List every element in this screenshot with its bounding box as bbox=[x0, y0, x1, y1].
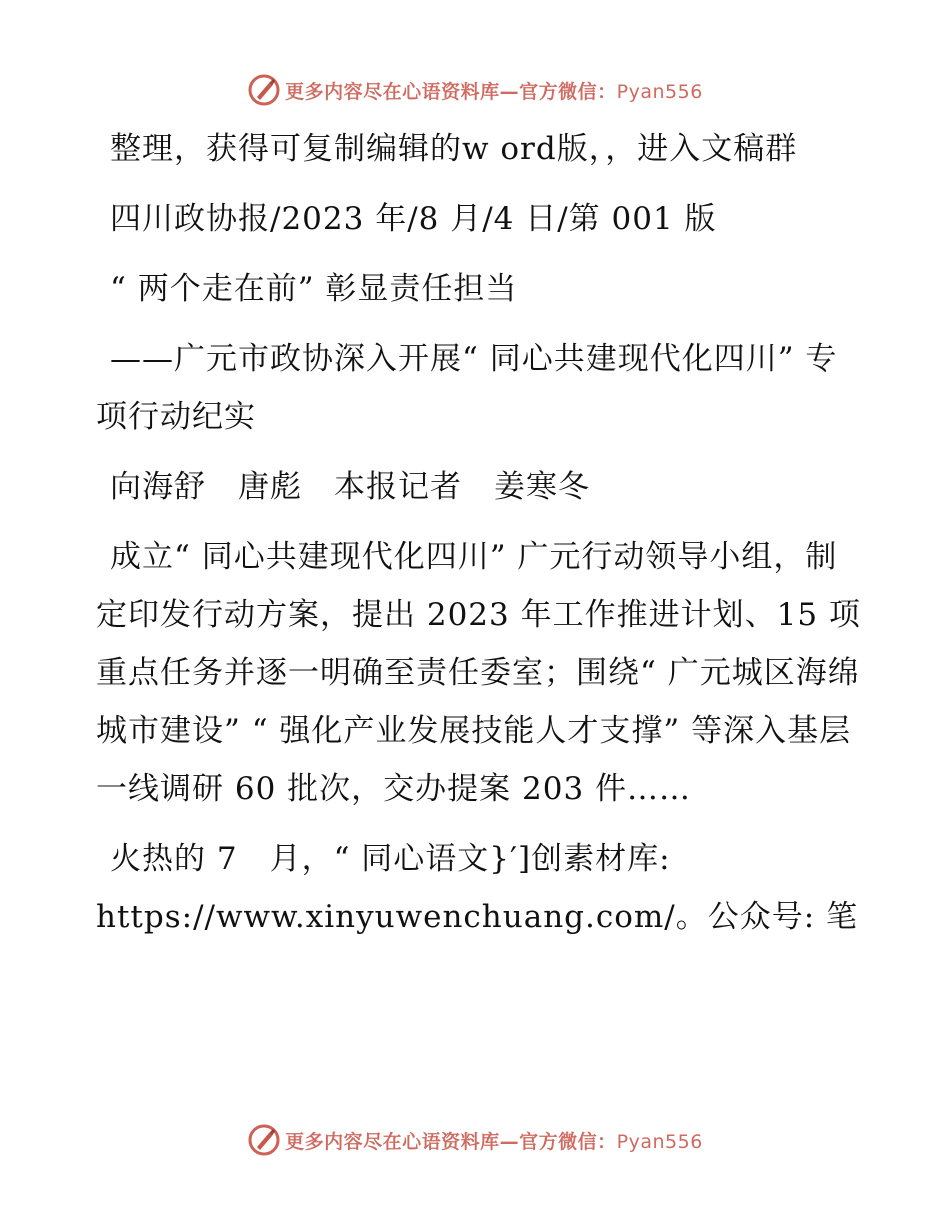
watermark-text: 更多内容尽在心语资料库—官方微信： bbox=[285, 80, 617, 103]
lead-paragraph: 成立“ 同心共建现代化四川” 广元行动领导小组，制定印发行动方案，提出 2023 年工作推进计划、15 项重点任务并逐一明确至责任委室；围绕“ 广元城区海绵城市建设” “ 强化产业发展技能人才支撑” 等深入基层一线调研 60 批次，交办提案 203 件…… bbox=[96, 539, 861, 807]
authors-line: 向海舒 唐彪 本报记者 姜寒冬 bbox=[110, 469, 590, 505]
watermark-text: 更多内容尽在心语资料库—官方微信： bbox=[285, 1130, 617, 1153]
subheadline: ——广元市政协深入开展“ 同心共建现代化四川” 专项行动纪实 bbox=[96, 341, 838, 435]
watermark-id: Pyan556 bbox=[616, 80, 703, 103]
footer-watermark bbox=[0, 1120, 950, 1160]
header-watermark bbox=[0, 70, 950, 110]
pen-nib-logo-icon bbox=[247, 1123, 281, 1157]
body-url-line: https://www.xinyuwenchuang.com/。公众号: 笔 bbox=[96, 899, 859, 935]
pen-nib-logo-icon bbox=[247, 73, 281, 107]
source-line: 四川政协报/2023 年/8 月/4 日/第 001 版 bbox=[110, 201, 717, 237]
headline: “ 两个走在前” 彰显责任担当 bbox=[110, 271, 518, 307]
body-paragraph: 火热的 7 月，“ 同心语文}′]创素材库: bbox=[110, 841, 671, 877]
document-body bbox=[96, 120, 866, 958]
intro-paragraph: 整理，获得可复制编辑的w ord版，，进入文稿群 bbox=[110, 131, 798, 167]
watermark-id: Pyan556 bbox=[616, 1130, 703, 1153]
